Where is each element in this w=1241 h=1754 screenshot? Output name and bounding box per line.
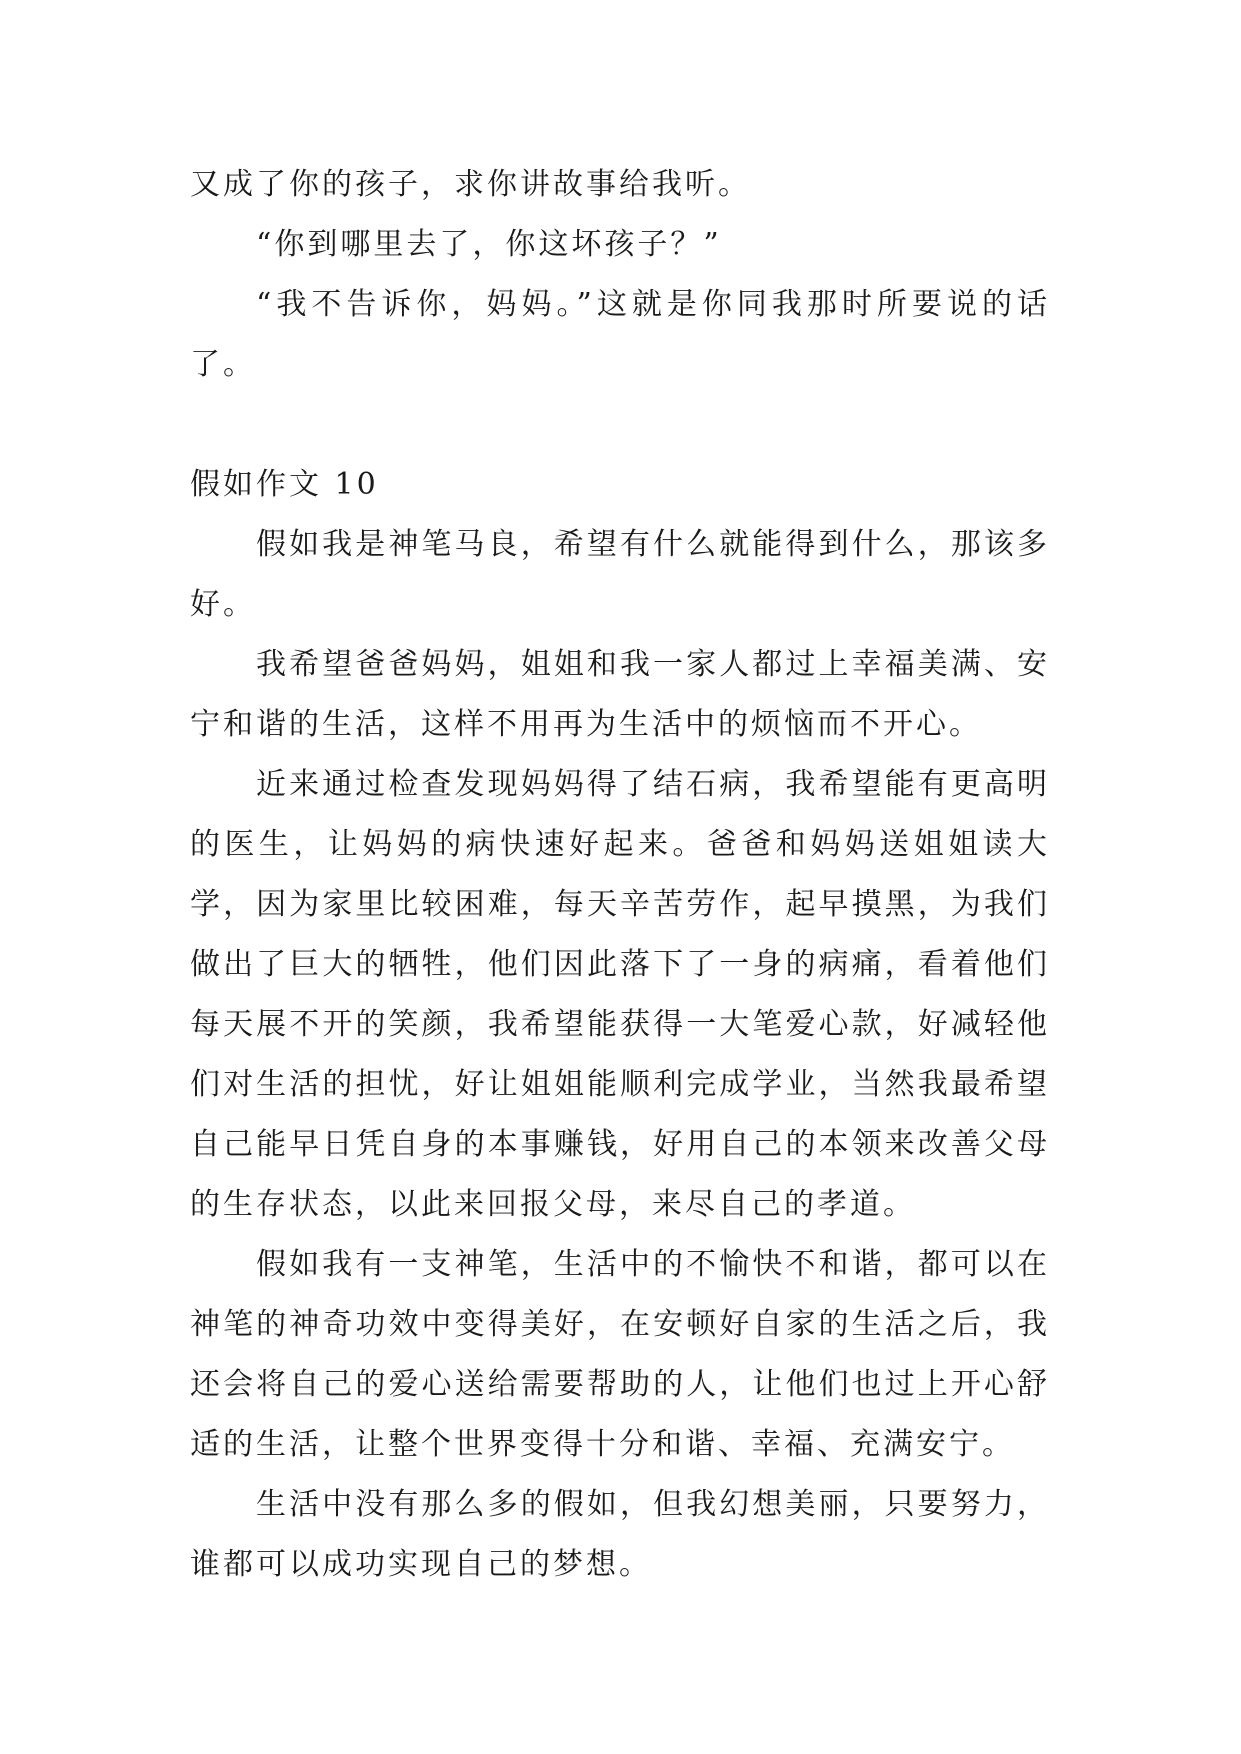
document-body [190,155,1050,1595]
paragraph-dialogue-1: “你到哪里去了，你这坏孩子？” [256,227,722,262]
paragraph-continued: 又成了你的孩子，求你讲故事给我听。 [190,167,751,202]
paragraph-dialogue-2: “我不告诉你，妈妈。”这就是你同我那时所要说的话了。 [190,287,1050,382]
section-title: 假如作文 10 [190,467,379,502]
paragraph: 近来通过检查发现妈妈得了结石病，我希望能有更高明的医生，让妈妈的病快速好起来。爸爸和妈妈送姐姐读大学，因为家里比较困难，每天辛苦劳作，起早摸黑，为我们做出了巨大的牺牲，他们因此落下了一身的病痛，看着他们每天展不开的笑颜，我希望能获得一大笔爱心款，好减轻他们对生活的担忧，好让姐姐能顺利完成学业，当然我最希望自己能早日凭自身的本事赚钱，好用自己的本领来改善父母的生存状态，以此来回报父母，来尽自己的孝道。 [190,767,1050,1222]
paragraph: 假如我有一支神笔，生活中的不愉快不和谐，都可以在神笔的神奇功效中变得美好，在安顿好自家的生活之后，我还会将自己的爱心送给需要帮助的人，让他们也过上开心舒适的生活，让整个世界变得十分和谐、幸福、充满安宁。 [190,1247,1050,1462]
paragraph: 假如我是神笔马良，希望有什么就能得到什么，那该多好。 [190,527,1050,622]
paragraph: 生活中没有那么多的假如，但我幻想美丽，只要努力，谁都可以成功实现自己的梦想。 [190,1487,1050,1582]
paragraph: 我希望爸爸妈妈，姐姐和我一家人都过上幸福美满、安宁和谐的生活，这样不用再为生活中的烦恼而不开心。 [190,647,1050,742]
